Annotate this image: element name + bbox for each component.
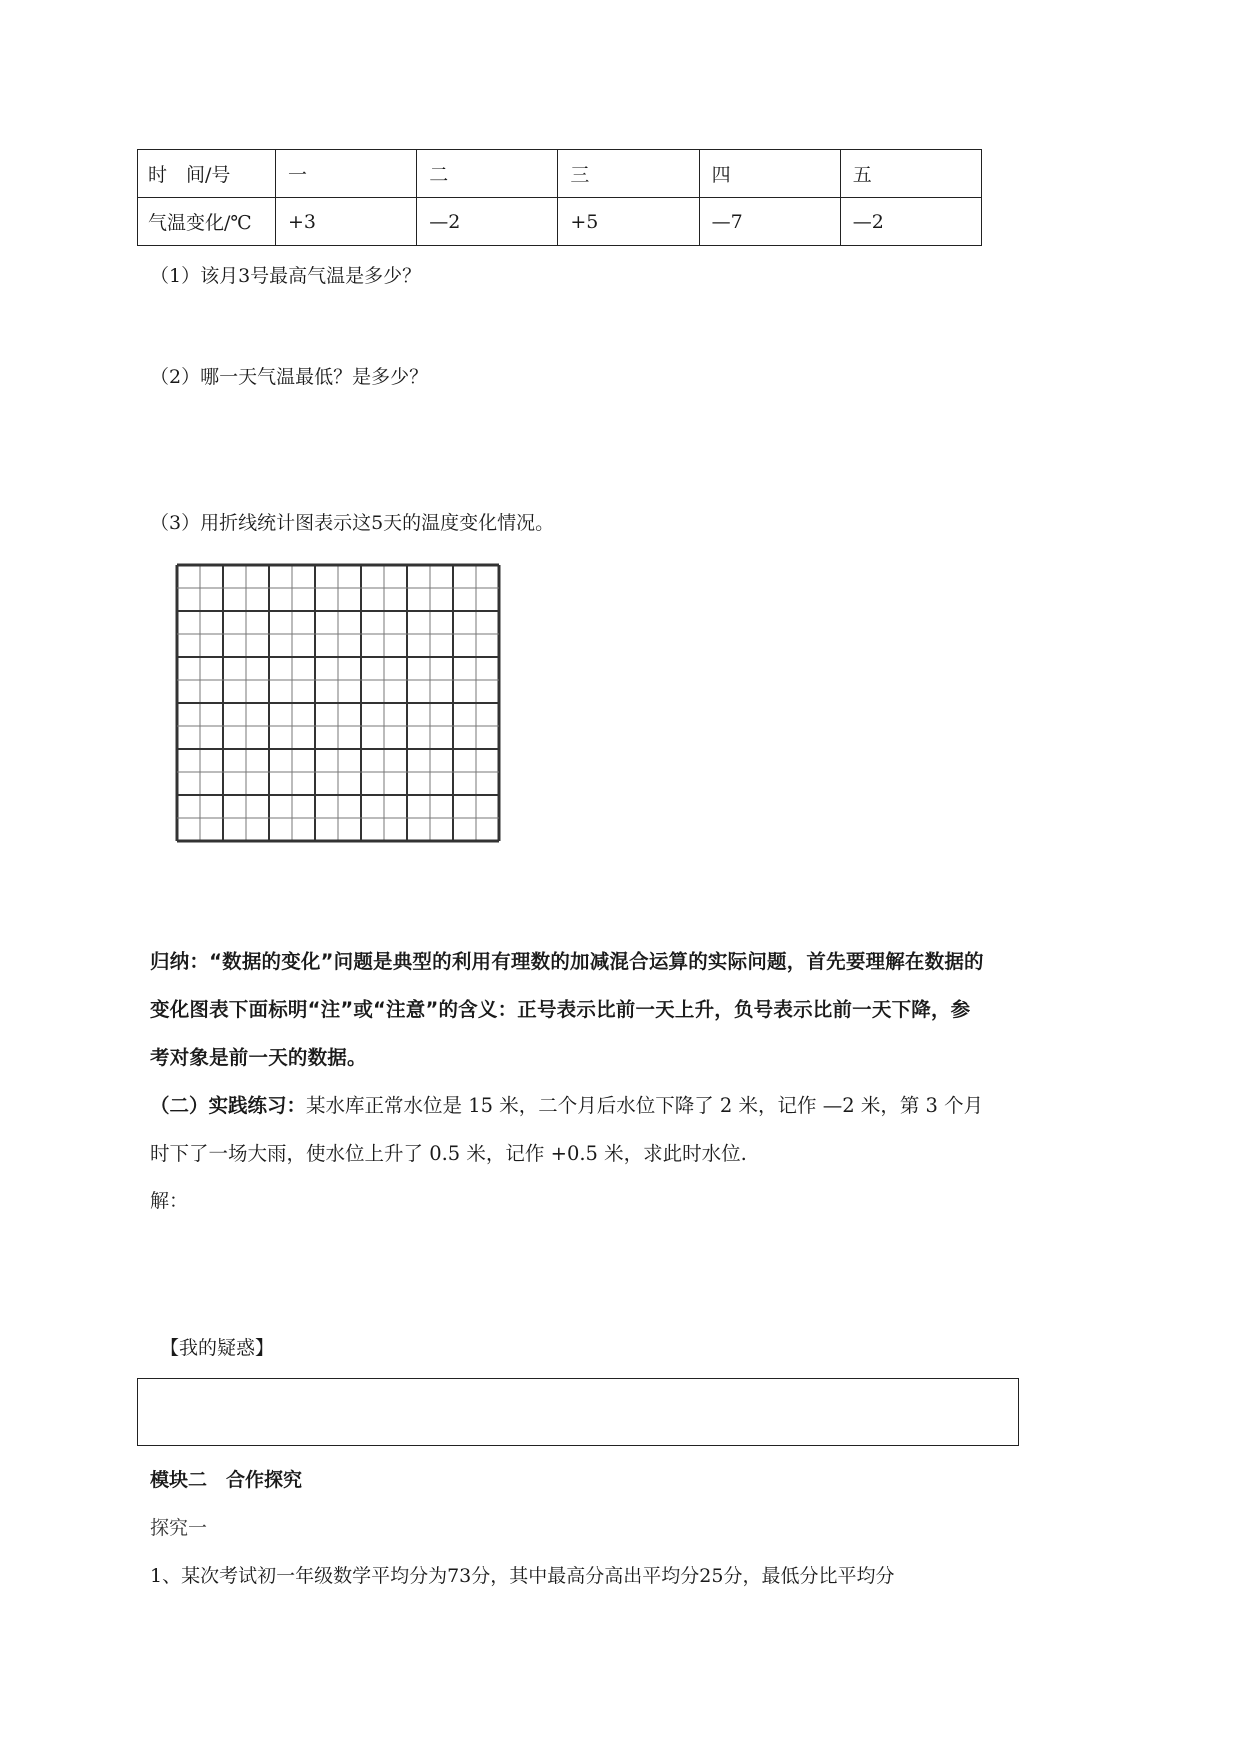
module-title: 模块二 合作探究	[150, 1469, 303, 1491]
practice-label: （二）实践练习：	[150, 1094, 307, 1117]
practice-line-1	[150, 1090, 983, 1118]
table-cell: 四	[699, 150, 840, 198]
table-cell: +5	[558, 198, 699, 246]
blank-graph-grid	[174, 562, 504, 848]
practice-line-2: 时下了一场大雨，使水位上升了 0.5 米，记作 +0.5 米，求此时水位.	[150, 1142, 747, 1165]
table-cell: —2	[840, 198, 981, 246]
explore-title: 探究一	[150, 1517, 208, 1539]
summary-line-2: 变化图表下面标明“注”或“注意”的含义：正号表示比前一天上升，负号表示比前一天下降，参	[150, 998, 971, 1021]
summary-line-3: 考对象是前一天的数据。	[150, 1046, 367, 1069]
table-cell: 五	[840, 150, 981, 198]
doubt-answer-box	[137, 1378, 1019, 1446]
table-row	[138, 150, 982, 198]
question-2: （2）哪一天气温最低？是多少？	[150, 366, 429, 388]
summary-line-1: 归纳：“数据的变化”问题是典型的利用有理数的加减混合运算的实际问题，首先要理解在数据的	[150, 950, 984, 973]
table-cell: 一	[276, 150, 417, 198]
answer-label: 解：	[150, 1190, 189, 1212]
doubt-title: 【我的疑惑】	[160, 1337, 275, 1359]
question-1: （1）该月3号最高气温是多少？	[150, 265, 422, 287]
practice-text: 某水库正常水位是 15 米，二个月后水位下降了 2 米，记作 —2 米，第 3 个月	[306, 1094, 984, 1117]
table-cell: —7	[699, 198, 840, 246]
table-header-label: 时 间/号	[138, 150, 276, 198]
table-row	[138, 198, 982, 246]
question-3: （3）用折线统计图表示这5天的温度变化情况。	[150, 512, 555, 534]
table-cell: 三	[558, 150, 699, 198]
temperature-table	[137, 149, 982, 246]
table-cell: +3	[276, 198, 417, 246]
explore-question-1: 1、某次考试初一年级数学平均分为73分，其中最高分高出平均分25分，最低分比平均分	[150, 1565, 895, 1587]
table-row-label: 气温变化/℃	[138, 198, 276, 246]
table-cell: —2	[417, 198, 558, 246]
table-cell: 二	[417, 150, 558, 198]
